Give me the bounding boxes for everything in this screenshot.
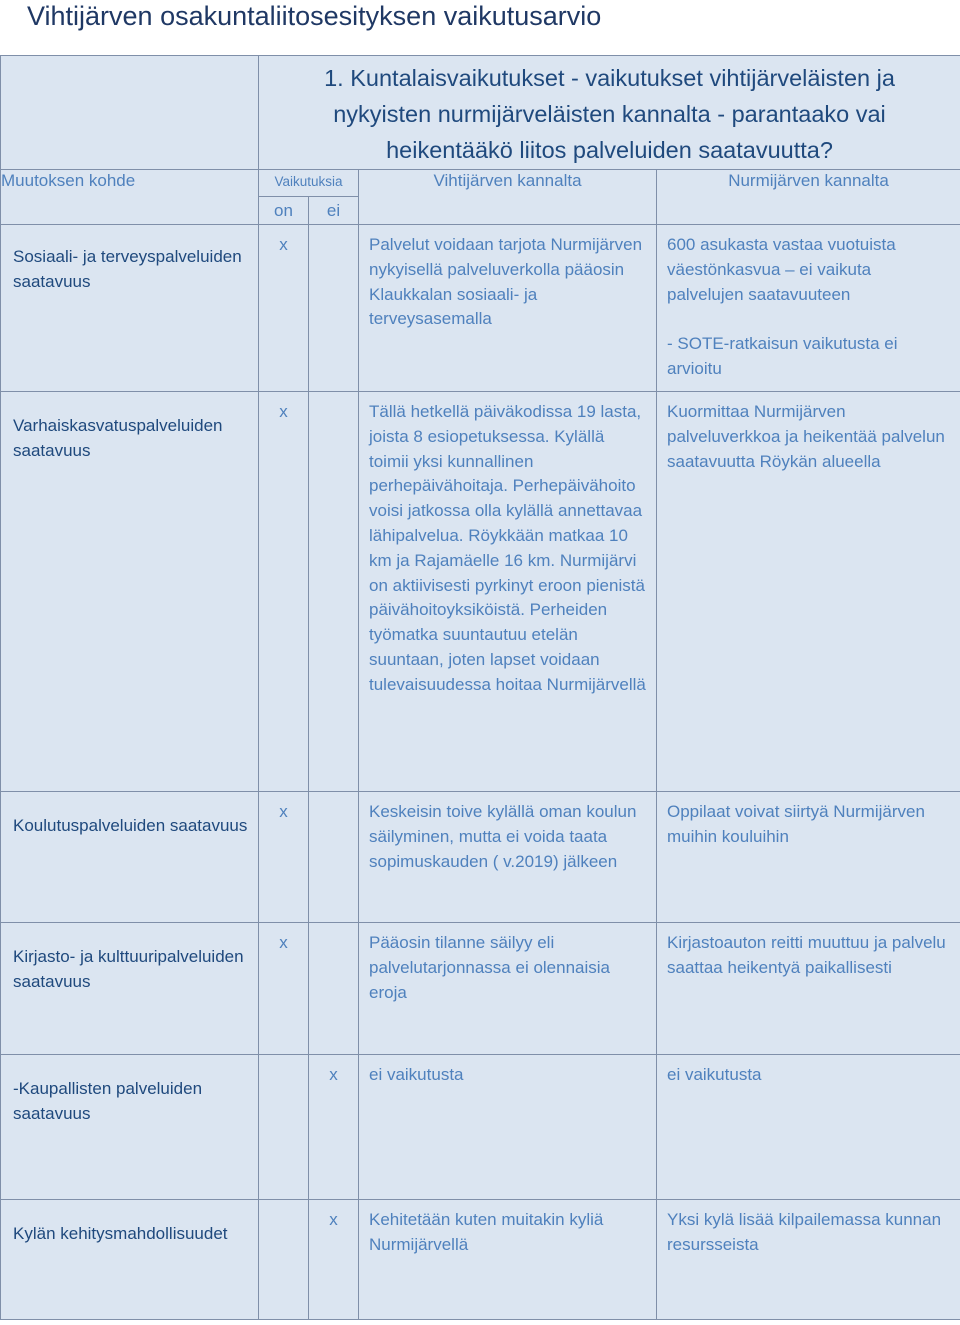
row-subject [1, 392, 259, 792]
row-impact-no [309, 792, 359, 923]
row-subject [1, 792, 259, 923]
impact-assessment-table [0, 55, 960, 1320]
section-heading: 1. Kuntalaisvaikutukset - vaikutukset vihtijärveläisten ja nykyisten nurmijärveläisten kannalta - parantaako vai heikentääkö liitos palveluiden saatavuutta? [324, 65, 895, 163]
row-impact-no [309, 1055, 359, 1200]
table-row [1, 225, 960, 392]
section-heading-cell [259, 56, 960, 170]
row-impact-yes-text: x [279, 235, 288, 254]
row-vihtijarvi [359, 392, 657, 792]
section-heading-row [1, 56, 960, 170]
column-header-row [1, 170, 960, 225]
document-title: Vihtijärven osakuntaliitosesityksen vaikutusarvio [27, 1, 602, 31]
row-impact-no-text [309, 923, 358, 931]
row-impact-no-text: x [329, 1065, 338, 1084]
row-impact-yes-text: x [279, 402, 288, 421]
row-impact-no [309, 225, 359, 392]
row-nurmijarvi [657, 392, 960, 792]
row-subject [1, 1055, 259, 1200]
row-nurmijarvi [657, 923, 960, 1055]
header-impact-no: ei [326, 201, 341, 220]
row-vihtijarvi [359, 225, 657, 392]
row-vihtijarvi [359, 923, 657, 1055]
table-row [1, 792, 960, 923]
row-vihtijarvi-text: Keskeisin toive kylällä oman koulun säilyminen, mutta ei voida taata sopimuskauden ( v.2019) jälkeen [369, 802, 637, 871]
row-impact-no [309, 923, 359, 1055]
row-vihtijarvi [359, 792, 657, 923]
row-subject-text: Varhaiskasvatuspalveluiden saatavuus [13, 416, 223, 460]
header-impact-group [259, 170, 359, 225]
row-impact-no-text [309, 225, 358, 233]
row-vihtijarvi-text: ei vaikutusta [369, 1065, 464, 1084]
row-impact-yes-text [259, 1200, 308, 1208]
row-impact-yes [259, 1055, 309, 1200]
row-nurmijarvi [657, 1200, 960, 1320]
row-subject [1, 923, 259, 1055]
row-impact-no-text [309, 392, 358, 400]
header-impact-yes: on [259, 197, 309, 224]
header-impact-label: Vaikutuksia [259, 170, 358, 197]
row-nurmijarvi-text: Kirjastoauton reitti muuttuu ja palvelu saattaa heikentyä paikallisesti [667, 933, 946, 977]
row-subject-text: Sosiaali- ja terveyspalveluiden saatavuus [13, 247, 242, 291]
row-subject-text: -Kaupallisten palveluiden saatavuus [13, 1079, 203, 1123]
row-vihtijarvi-text: Pääosin tilanne säilyy eli palvelutarjonnassa ei olennaisia eroja [369, 933, 610, 1002]
row-subject-text: Kirjasto- ja kulttuuripalveluiden saatavuus [13, 947, 244, 991]
row-nurmijarvi [657, 792, 960, 923]
row-subject-text: Koulutuspalveluiden saatavuus [13, 816, 248, 835]
row-nurmijarvi [657, 225, 960, 392]
row-nurmijarvi-text: Yksi kylä lisää kilpailemassa kunnan resursseista [667, 1210, 942, 1254]
row-impact-no-text: x [329, 1210, 338, 1229]
header-nurmijarvi: Nurmijärven kannalta [657, 170, 960, 225]
row-vihtijarvi-text: Tällä hetkellä päiväkodissa 19 lasta, joista 8 esiopetuksessa. Kylällä toimii yksi kunnallinen perhepäivähoitaja. Perhepäivähoito voisi jatkossa olla kylällä annettavaa lähipalvelua. Röykkään matkaa 10 km ja Rajamäelle 16 km. Nurmijärvi on aktiivisesti pyrkinyt eroon pienistä päivähoitoyksiköistä. Perheiden työmatka suuntautuu etelän suuntaan, joten lapset voidaan tulevaisuudessa hoitaa Nurmijärvellä [369, 402, 646, 694]
row-nurmijarvi-text: ei vaikutusta [667, 1065, 762, 1084]
row-nurmijarvi-text: 600 asukasta vastaa vuotuista väestönkasvua – ei vaikuta palvelujen saatavuuteen - SOTE-ratkaisun vaikutusta ei arvioitu [667, 235, 898, 378]
row-nurmijarvi-text: Oppilaat voivat siirtyä Nurmijärven muihin kouluihin [667, 802, 925, 846]
row-vihtijarvi [359, 1200, 657, 1320]
row-subject [1, 225, 259, 392]
row-impact-yes [259, 1200, 309, 1320]
row-subject [1, 1200, 259, 1320]
table-row [1, 1055, 960, 1200]
row-vihtijarvi-text: Kehitetään kuten muitakin kyliä Nurmijärvellä [369, 1210, 604, 1254]
row-impact-yes [259, 392, 309, 792]
row-impact-yes-text [259, 1055, 308, 1063]
row-impact-yes [259, 792, 309, 923]
row-nurmijarvi-text: Kuormittaa Nurmijärven palveluverkkoa ja heikentää palvelun saatavuutta Röykän alueella [667, 402, 945, 471]
row-subject-text: Kylän kehitysmahdollisuudet [13, 1224, 228, 1243]
row-impact-no-text [309, 792, 358, 800]
row-impact-yes [259, 225, 309, 392]
header-subject: Muutoksen kohde [1, 170, 259, 225]
table-row [1, 392, 960, 792]
header-vihtijarvi: Vihtijärven kannalta [359, 170, 657, 225]
table-row [1, 923, 960, 1055]
row-vihtijarvi-text: Palvelut voidaan tarjota Nurmijärven nykyisellä palveluverkolla pääosin Klaukkalan sosiaali- ja terveysasemalla [369, 235, 643, 329]
table-row [1, 1200, 960, 1320]
row-impact-yes-text: x [279, 933, 288, 952]
row-nurmijarvi [657, 1055, 960, 1200]
row-impact-no [309, 1200, 359, 1320]
row-impact-yes-text: x [279, 802, 288, 821]
row-impact-no [309, 392, 359, 792]
row-vihtijarvi [359, 1055, 657, 1200]
row-impact-yes [259, 923, 309, 1055]
